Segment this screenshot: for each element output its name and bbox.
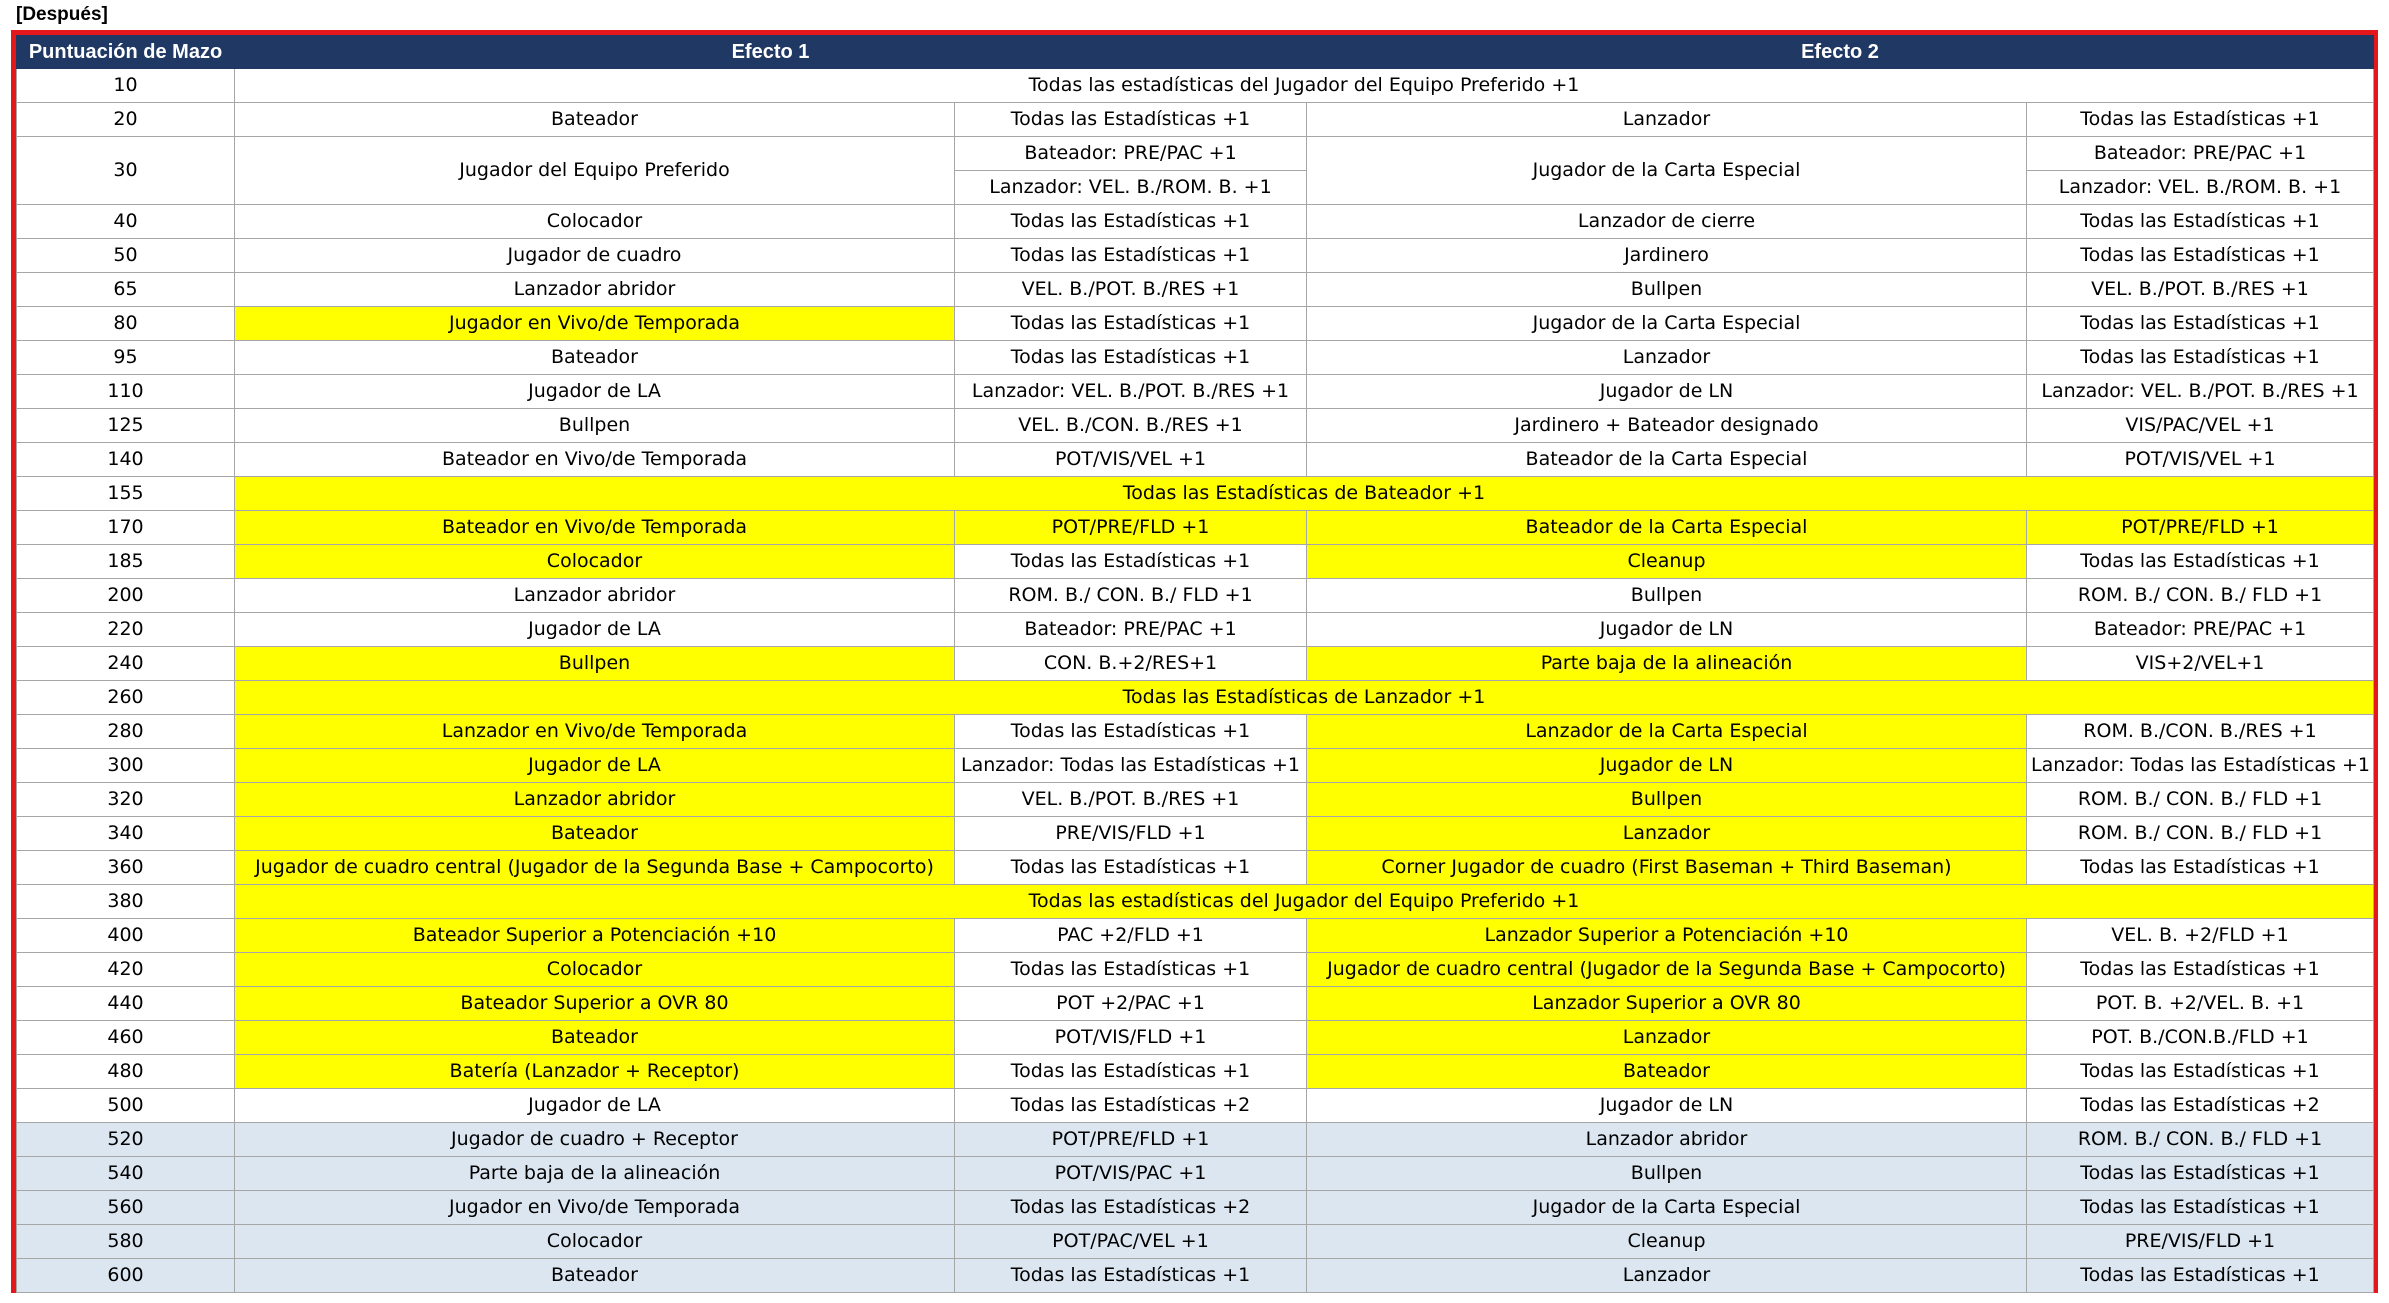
deck-score-cell: 50	[17, 239, 235, 273]
table-row	[17, 477, 2374, 511]
merged-effect-cell: Todas las estadísticas del Jugador del Equipo Preferido +1	[235, 885, 2374, 919]
effect-2-stat-cell: VEL. B. +2/FLD +1	[2027, 919, 2374, 953]
header-score: Puntuación de Mazo	[17, 36, 235, 69]
effect-1-stat-cell: Lanzador: Todas las Estadísticas +1	[955, 749, 1307, 783]
table-header-row	[17, 36, 2374, 69]
effect-1-target-cell: Jugador de LA	[235, 375, 955, 409]
effect-2-stat-cell: Todas las Estadísticas +1	[2027, 341, 2374, 375]
effect-1-target-cell: Lanzador en Vivo/de Temporada	[235, 715, 955, 749]
effect-2-stat-cell: Lanzador: VEL. B./POT. B./RES +1	[2027, 375, 2374, 409]
merged-effect-cell: Todas las Estadísticas de Lanzador +1	[235, 681, 2374, 715]
table-row	[17, 341, 2374, 375]
table-row	[17, 919, 2374, 953]
effect-1-stat-cell: Todas las Estadísticas +1	[955, 715, 1307, 749]
effect-2-stat-cell: Todas las Estadísticas +1	[2027, 545, 2374, 579]
deck-score-cell: 20	[17, 103, 235, 137]
table-row	[17, 375, 2374, 409]
deck-score-cell: 170	[17, 511, 235, 545]
effect-2-stat-cell: Todas las Estadísticas +1	[2027, 239, 2374, 273]
effect-1-target-cell: Bateador	[235, 817, 955, 851]
effect-1-target-cell: Bateador en Vivo/de Temporada	[235, 443, 955, 477]
header-effect-2: Efecto 2	[1307, 36, 2374, 69]
effect-2-stat-cell: VIS+2/VEL+1	[2027, 647, 2374, 681]
effect-2-stat-cell: Lanzador: Todas las Estadísticas +1	[2027, 749, 2374, 783]
effect-1-target-cell: Bullpen	[235, 647, 955, 681]
deck-score-cell: 580	[17, 1225, 235, 1259]
deck-score-cell: 420	[17, 953, 235, 987]
deck-score-cell: 240	[17, 647, 235, 681]
effect-2-target-cell: Lanzador de la Carta Especial	[1307, 715, 2027, 749]
effect-1-stat-cell: Todas las Estadísticas +2	[955, 1191, 1307, 1225]
table-row	[17, 1191, 2374, 1225]
effect-1-target-cell: Colocador	[235, 953, 955, 987]
effect-2-target-cell: Lanzador Superior a OVR 80	[1307, 987, 2027, 1021]
table-row	[17, 545, 2374, 579]
effect-1-stat-cell: Todas las Estadísticas +1	[955, 341, 1307, 375]
effect-2-target-cell: Jugador de LN	[1307, 375, 2027, 409]
effect-2-target-cell: Jugador de LN	[1307, 1089, 2027, 1123]
table-row	[17, 307, 2374, 341]
effect-1-stat-cell: POT/PRE/FLD +1	[955, 1123, 1307, 1157]
deck-score-cell: 500	[17, 1089, 235, 1123]
deck-score-cell: 185	[17, 545, 235, 579]
effect-2-stat-cell: POT. B./CON.B./FLD +1	[2027, 1021, 2374, 1055]
effect-2-target-cell: Bullpen	[1307, 783, 2027, 817]
effect-1-target-cell: Parte baja de la alineación	[235, 1157, 955, 1191]
table-row	[17, 205, 2374, 239]
effect-1-stat-cell: Todas las Estadísticas +1	[955, 1055, 1307, 1089]
table-row	[17, 681, 2374, 715]
deck-score-cell: 440	[17, 987, 235, 1021]
table-row	[17, 783, 2374, 817]
effect-1-stat-cell: ROM. B./ CON. B./ FLD +1	[955, 579, 1307, 613]
effect-1-target-cell: Bateador	[235, 103, 955, 137]
effect-2-target-cell: Bateador de la Carta Especial	[1307, 443, 2027, 477]
effect-2-stat-cell: POT/VIS/VEL +1	[2027, 443, 2374, 477]
effect-1-stat-cell: POT/VIS/FLD +1	[955, 1021, 1307, 1055]
deck-score-cell: 360	[17, 851, 235, 885]
table-row	[17, 273, 2374, 307]
table-row	[17, 1157, 2374, 1191]
table-row	[17, 69, 2374, 103]
deck-score-cell: 460	[17, 1021, 235, 1055]
effect-2-target-cell: Jugador de la Carta Especial	[1307, 307, 2027, 341]
effect-2-target-cell: Cleanup	[1307, 1225, 2027, 1259]
effect-2-stat-cell: ROM. B./ CON. B./ FLD +1	[2027, 783, 2374, 817]
effect-1-stat-cell: CON. B.+2/RES+1	[955, 647, 1307, 681]
deck-score-cell: 30	[17, 137, 235, 205]
effect-1-target-cell: Bateador	[235, 341, 955, 375]
effect-2-target-cell: Lanzador de cierre	[1307, 205, 2027, 239]
effect-2-stat-cell: PRE/VIS/FLD +1	[2027, 1225, 2374, 1259]
effect-1-stat-cell: Lanzador: VEL. B./ROM. B. +1	[955, 171, 1307, 205]
deck-score-cell: 95	[17, 341, 235, 375]
effect-2-target-cell: Jugador de la Carta Especial	[1307, 137, 2027, 205]
table-body	[17, 69, 2374, 1293]
table-row	[17, 647, 2374, 681]
effect-1-target-cell: Jugador de LA	[235, 749, 955, 783]
effect-1-stat-cell: Todas las Estadísticas +1	[955, 103, 1307, 137]
effect-1-stat-cell: Todas las Estadísticas +1	[955, 851, 1307, 885]
table-row	[17, 1123, 2374, 1157]
table-row	[17, 1259, 2374, 1293]
effect-2-target-cell: Corner Jugador de cuadro (First Baseman + Third Baseman)	[1307, 851, 2027, 885]
effect-2-stat-cell: Todas las Estadísticas +1	[2027, 1055, 2374, 1089]
deck-score-cell: 480	[17, 1055, 235, 1089]
deck-score-cell: 40	[17, 205, 235, 239]
deck-score-cell: 140	[17, 443, 235, 477]
effect-1-stat-cell: Todas las Estadísticas +1	[955, 953, 1307, 987]
effect-1-target-cell: Bateador	[235, 1259, 955, 1293]
header-effect-1: Efecto 1	[235, 36, 1307, 69]
effect-2-target-cell: Lanzador	[1307, 103, 2027, 137]
effect-1-target-cell: Jugador en Vivo/de Temporada	[235, 307, 955, 341]
effect-1-stat-cell: Todas las Estadísticas +1	[955, 1259, 1307, 1293]
deck-score-cell: 320	[17, 783, 235, 817]
effect-1-target-cell: Jugador de LA	[235, 613, 955, 647]
deck-score-cell: 400	[17, 919, 235, 953]
deck-score-table	[16, 35, 2374, 1293]
effect-1-target-cell: Bateador en Vivo/de Temporada	[235, 511, 955, 545]
effect-2-target-cell: Jugador de cuadro central (Jugador de la Segunda Base + Campocorto)	[1307, 953, 2027, 987]
effect-2-target-cell: Lanzador	[1307, 817, 2027, 851]
deck-score-cell: 65	[17, 273, 235, 307]
table-row	[17, 443, 2374, 477]
deck-score-cell: 155	[17, 477, 235, 511]
effect-2-stat-cell: ROM. B./ CON. B./ FLD +1	[2027, 1123, 2374, 1157]
table-row	[17, 885, 2374, 919]
effect-1-target-cell: Lanzador abridor	[235, 579, 955, 613]
effect-2-target-cell: Lanzador Superior a Potenciación +10	[1307, 919, 2027, 953]
effect-1-target-cell: Lanzador abridor	[235, 783, 955, 817]
effect-1-target-cell: Colocador	[235, 1225, 955, 1259]
effect-2-target-cell: Bateador de la Carta Especial	[1307, 511, 2027, 545]
effect-2-stat-cell: Todas las Estadísticas +1	[2027, 103, 2374, 137]
effect-2-stat-cell: Todas las Estadísticas +1	[2027, 1259, 2374, 1293]
effect-1-stat-cell: VEL. B./POT. B./RES +1	[955, 273, 1307, 307]
effect-1-stat-cell: POT/VIS/PAC +1	[955, 1157, 1307, 1191]
effect-2-stat-cell: Todas las Estadísticas +2	[2027, 1089, 2374, 1123]
effect-1-stat-cell: Bateador: PRE/PAC +1	[955, 137, 1307, 171]
deck-score-cell: 520	[17, 1123, 235, 1157]
deck-score-cell: 560	[17, 1191, 235, 1225]
effect-2-stat-cell: VIS/PAC/VEL +1	[2027, 409, 2374, 443]
table-row	[17, 817, 2374, 851]
effect-1-target-cell: Batería (Lanzador + Receptor)	[235, 1055, 955, 1089]
effect-2-stat-cell: Todas las Estadísticas +1	[2027, 1157, 2374, 1191]
effect-1-stat-cell: POT +2/PAC +1	[955, 987, 1307, 1021]
effect-1-target-cell: Lanzador abridor	[235, 273, 955, 307]
effect-1-stat-cell: Lanzador: VEL. B./POT. B./RES +1	[955, 375, 1307, 409]
effect-2-stat-cell: Bateador: PRE/PAC +1	[2027, 613, 2374, 647]
effect-1-stat-cell: POT/PRE/FLD +1	[955, 511, 1307, 545]
table-row	[17, 987, 2374, 1021]
effect-1-stat-cell: PAC +2/FLD +1	[955, 919, 1307, 953]
table-row	[17, 953, 2374, 987]
deck-score-cell: 280	[17, 715, 235, 749]
deck-score-cell: 200	[17, 579, 235, 613]
merged-effect-cell: Todas las Estadísticas de Bateador +1	[235, 477, 2374, 511]
effect-2-target-cell: Bullpen	[1307, 273, 2027, 307]
effect-1-target-cell: Bateador Superior a OVR 80	[235, 987, 955, 1021]
table-row	[17, 511, 2374, 545]
effect-1-stat-cell: Todas las Estadísticas +1	[955, 307, 1307, 341]
effect-1-stat-cell: Todas las Estadísticas +2	[955, 1089, 1307, 1123]
effect-2-target-cell: Lanzador	[1307, 1259, 2027, 1293]
effect-1-target-cell: Colocador	[235, 205, 955, 239]
table-row	[17, 851, 2374, 885]
effect-1-stat-cell: VEL. B./CON. B./RES +1	[955, 409, 1307, 443]
effect-1-stat-cell: POT/VIS/VEL +1	[955, 443, 1307, 477]
effect-2-stat-cell: Todas las Estadísticas +1	[2027, 307, 2374, 341]
effect-2-target-cell: Jugador de la Carta Especial	[1307, 1191, 2027, 1225]
effect-2-target-cell: Jugador de LN	[1307, 749, 2027, 783]
deck-score-cell: 260	[17, 681, 235, 715]
effect-1-target-cell: Bateador Superior a Potenciación +10	[235, 919, 955, 953]
effect-2-stat-cell: ROM. B./ CON. B./ FLD +1	[2027, 817, 2374, 851]
table-row	[17, 715, 2374, 749]
table-row	[17, 579, 2374, 613]
effect-2-stat-cell: Todas las Estadísticas +1	[2027, 205, 2374, 239]
effect-1-stat-cell: POT/PAC/VEL +1	[955, 1225, 1307, 1259]
deck-score-cell: 340	[17, 817, 235, 851]
effect-2-target-cell: Jugador de LN	[1307, 613, 2027, 647]
deck-score-cell: 380	[17, 885, 235, 919]
effect-1-stat-cell: VEL. B./POT. B./RES +1	[955, 783, 1307, 817]
effect-1-target-cell: Bateador	[235, 1021, 955, 1055]
effect-2-target-cell: Bullpen	[1307, 579, 2027, 613]
effect-1-target-cell: Jugador de cuadro central (Jugador de la Segunda Base + Campocorto)	[235, 851, 955, 885]
effect-1-stat-cell: Todas las Estadísticas +1	[955, 239, 1307, 273]
effect-2-target-cell: Bateador	[1307, 1055, 2027, 1089]
effect-1-target-cell: Bullpen	[235, 409, 955, 443]
effect-1-target-cell: Jugador de cuadro + Receptor	[235, 1123, 955, 1157]
merged-effect-cell: Todas las estadísticas del Jugador del Equipo Preferido +1	[235, 69, 2374, 103]
table-row	[17, 103, 2374, 137]
effect-2-target-cell: Lanzador abridor	[1307, 1123, 2027, 1157]
effect-1-target-cell: Colocador	[235, 545, 955, 579]
effect-1-target-cell: Jugador de cuadro	[235, 239, 955, 273]
deck-score-cell: 300	[17, 749, 235, 783]
effect-1-stat-cell: Bateador: PRE/PAC +1	[955, 613, 1307, 647]
deck-score-cell: 125	[17, 409, 235, 443]
effect-2-stat-cell: Bateador: PRE/PAC +1	[2027, 137, 2374, 171]
effect-2-stat-cell: ROM. B./ CON. B./ FLD +1	[2027, 579, 2374, 613]
table-row	[17, 1089, 2374, 1123]
deck-score-cell: 10	[17, 69, 235, 103]
effect-2-stat-cell: POT. B. +2/VEL. B. +1	[2027, 987, 2374, 1021]
effect-2-target-cell: Parte baja de la alineación	[1307, 647, 2027, 681]
effect-2-stat-cell: POT/PRE/FLD +1	[2027, 511, 2374, 545]
table-row	[17, 1055, 2374, 1089]
effect-2-stat-cell: Todas las Estadísticas +1	[2027, 953, 2374, 987]
effect-2-stat-cell: Lanzador: VEL. B./ROM. B. +1	[2027, 171, 2374, 205]
table-row	[17, 1021, 2374, 1055]
table-row	[17, 613, 2374, 647]
effect-2-stat-cell: ROM. B./CON. B./RES +1	[2027, 715, 2374, 749]
effect-2-stat-cell: Todas las Estadísticas +1	[2027, 851, 2374, 885]
deck-score-cell: 220	[17, 613, 235, 647]
table-row	[17, 1225, 2374, 1259]
effect-1-stat-cell: Todas las Estadísticas +1	[955, 545, 1307, 579]
effect-1-target-cell: Jugador de LA	[235, 1089, 955, 1123]
page-caption: [Después]	[16, 4, 108, 25]
deck-score-cell: 110	[17, 375, 235, 409]
effect-2-target-cell: Jardinero	[1307, 239, 2027, 273]
deck-score-cell: 540	[17, 1157, 235, 1191]
deck-score-cell: 600	[17, 1259, 235, 1293]
effect-2-target-cell: Lanzador	[1307, 1021, 2027, 1055]
table-row	[17, 239, 2374, 273]
table-row	[17, 749, 2374, 783]
effect-2-target-cell: Lanzador	[1307, 341, 2027, 375]
effect-2-stat-cell: Todas las Estadísticas +1	[2027, 1191, 2374, 1225]
table-row	[17, 409, 2374, 443]
effect-2-stat-cell: VEL. B./POT. B./RES +1	[2027, 273, 2374, 307]
effect-2-target-cell: Cleanup	[1307, 545, 2027, 579]
effect-1-target-cell: Jugador en Vivo/de Temporada	[235, 1191, 955, 1225]
deck-score-cell: 80	[17, 307, 235, 341]
effect-2-target-cell: Jardinero + Bateador designado	[1307, 409, 2027, 443]
effect-1-stat-cell: Todas las Estadísticas +1	[955, 205, 1307, 239]
effect-2-target-cell: Bullpen	[1307, 1157, 2027, 1191]
table-row	[17, 137, 2374, 171]
effect-1-stat-cell: PRE/VIS/FLD +1	[955, 817, 1307, 851]
effect-1-target-cell: Jugador del Equipo Preferido	[235, 137, 955, 205]
